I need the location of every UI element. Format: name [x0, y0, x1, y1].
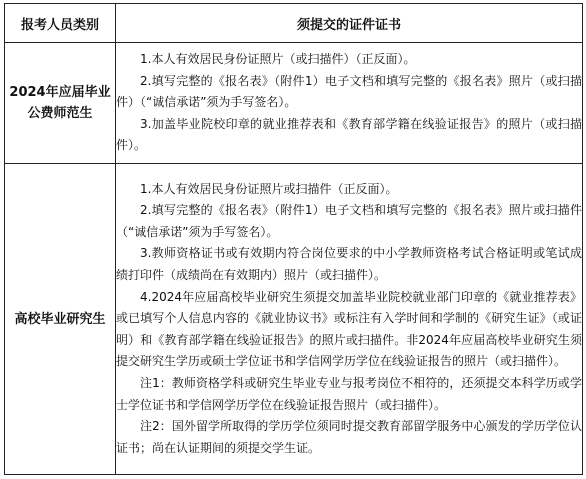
documents-cell: [116, 43, 583, 164]
table-row: [5, 43, 583, 164]
note-item: 注1：教师资格学科或研究生毕业专业与报考岗位不相符的，还须提交本科学历或学士学位证书和学信网学历学位在线验证报告照片（或扫描件）。: [116, 375, 582, 412]
category-cell: [5, 164, 116, 475]
category-label-line2: 公费师范生: [27, 106, 93, 121]
category-label-line1: 高校毕业研究生: [14, 311, 106, 327]
document-item: 3.加盖毕业院校印章的就业推荐表和《教育部学籍在线验证报告》的照片（或扫描件）。: [116, 116, 582, 153]
document-item: 1.本人有效居民身份证照片（或扫描件）（正反面）。: [140, 52, 416, 67]
header-category: 报考人员类别: [5, 4, 116, 43]
document-item: 2.填写完整的《报名表》（附件1）电子文档和填写完整的《报名表》照片或扫描件（“诚信承诺”须为手写签名）。: [116, 203, 582, 239]
table-row: [5, 164, 583, 475]
document-item: 3.教师资格证书或有效期内符合岗位要求的中小学教师资格考试合格证明或笔试成绩打印件（成绩尚在有效期内）照片（或扫描件）。: [116, 246, 582, 283]
header-documents: 须提交的证件证书: [116, 4, 583, 43]
documents-cell: [116, 164, 583, 475]
document-item: 4.2024年应届高校毕业研究生须提交加盖毕业院校就业部门印章的《就业推荐表》或已填写个人信息内容的《就业协议书》或标注有入学时间和学制的《研究生证》（或证明）和《教育部学籍在线验证报告》的照片或扫描件。非2024年应届高校毕业研究生须提交研究生学历或硕士学位证书和学信网学历学位在线验证报告的照片（或扫描件）。: [116, 289, 582, 369]
table-header-row: [5, 4, 583, 43]
requirements-table: [4, 3, 583, 475]
category-cell: [5, 43, 116, 164]
category-label-line1: 2024年应届毕业: [9, 85, 111, 100]
document-item: 1.本人有效居民身份证照片或扫描件（正反面）。: [140, 181, 398, 196]
document-item: 2.填写完整的《报名表》（附件1）电子文档和填写完整的《报名表》照片（或扫描件）（“诚信承诺”须为手写签名）。: [116, 73, 582, 110]
note-item: 注2：国外留学所取得的学历学位须同时提交教育部留学服务中心颁发的学历学位认证书；尚在认证期间的须提交学生证。: [116, 419, 582, 455]
